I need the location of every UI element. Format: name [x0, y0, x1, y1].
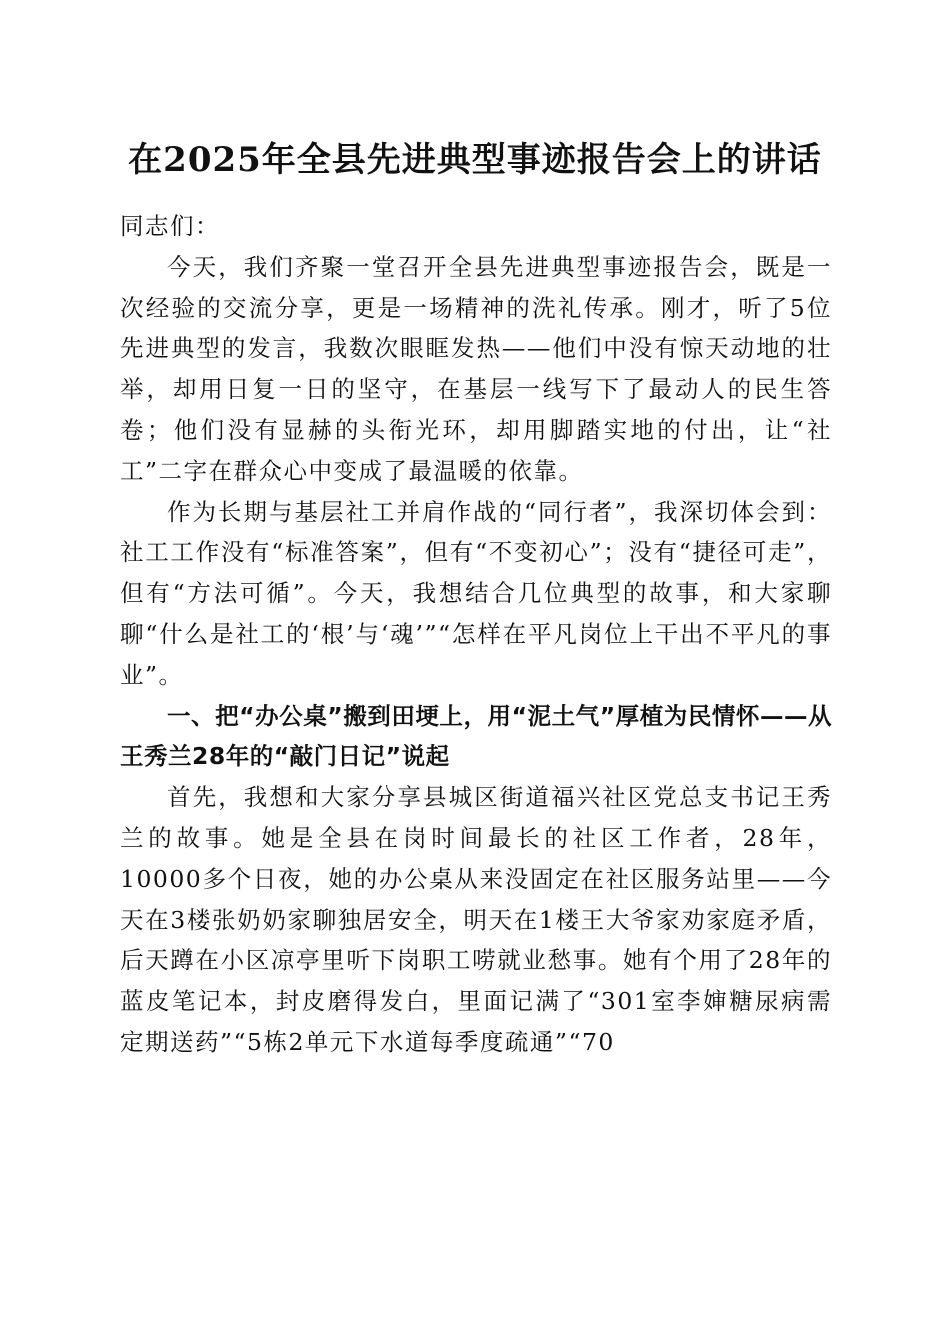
paragraph-3: 首先，我想和大家分享县城区街道福兴社区党总支书记王秀兰的故事。她是全县在岗时间最长的社区工作者，28年，10000多个日夜，她的办公桌从来没固定在社区服务站里——今天在3楼张奶奶家聊独居安全，明天在1楼王大爷家劝家庭矛盾，后天蹲在小区凉亭里听下岗职工唠就业愁事。她有个用了28年的蓝皮笔记本，封皮磨得发白，里面记满了“301室李婶糖尿病需定期送药”“5栋2单元下水道每季度疏通”“70	[120, 783, 832, 1056]
paragraph-2: 作为长期与基层社工并肩作战的“同行者”，我深切体会到：社工工作没有“标准答案”，但有“不变初心”；没有“捷径可走”，但有“方法可循”。今天，我想结合几位典型的故事，和大家聊聊“什么是社工的‘根’与‘魂’”“怎样在平凡岗位上干出不平凡的事业”。	[120, 497, 832, 689]
document-title: 在2025年全县先进典型事迹报告会上的讲话	[128, 140, 822, 180]
salutation: 同志们：	[120, 212, 220, 240]
document-body	[120, 206, 832, 1063]
section-heading-1: 一、把“办公桌”搬到田埂上，用“泥土气”厚植为民情怀——从王秀兰28年的“敲门日记”说起	[120, 701, 832, 771]
paragraph-1: 今天，我们齐聚一堂召开全县先进典型事迹报告会，既是一次经验的交流分享，更是一场精神的洗礼传承。刚才，听了5位先进典型的发言，我数次眼眶发热——他们中没有惊天动地的壮举，却用日复一日的坚守，在基层一线写下了最动人的民生答卷；他们没有显赫的头衔光环，却用脚踏实地的付出，让“社工”二字在群众心中变成了最温暖的依靠。	[120, 252, 832, 485]
